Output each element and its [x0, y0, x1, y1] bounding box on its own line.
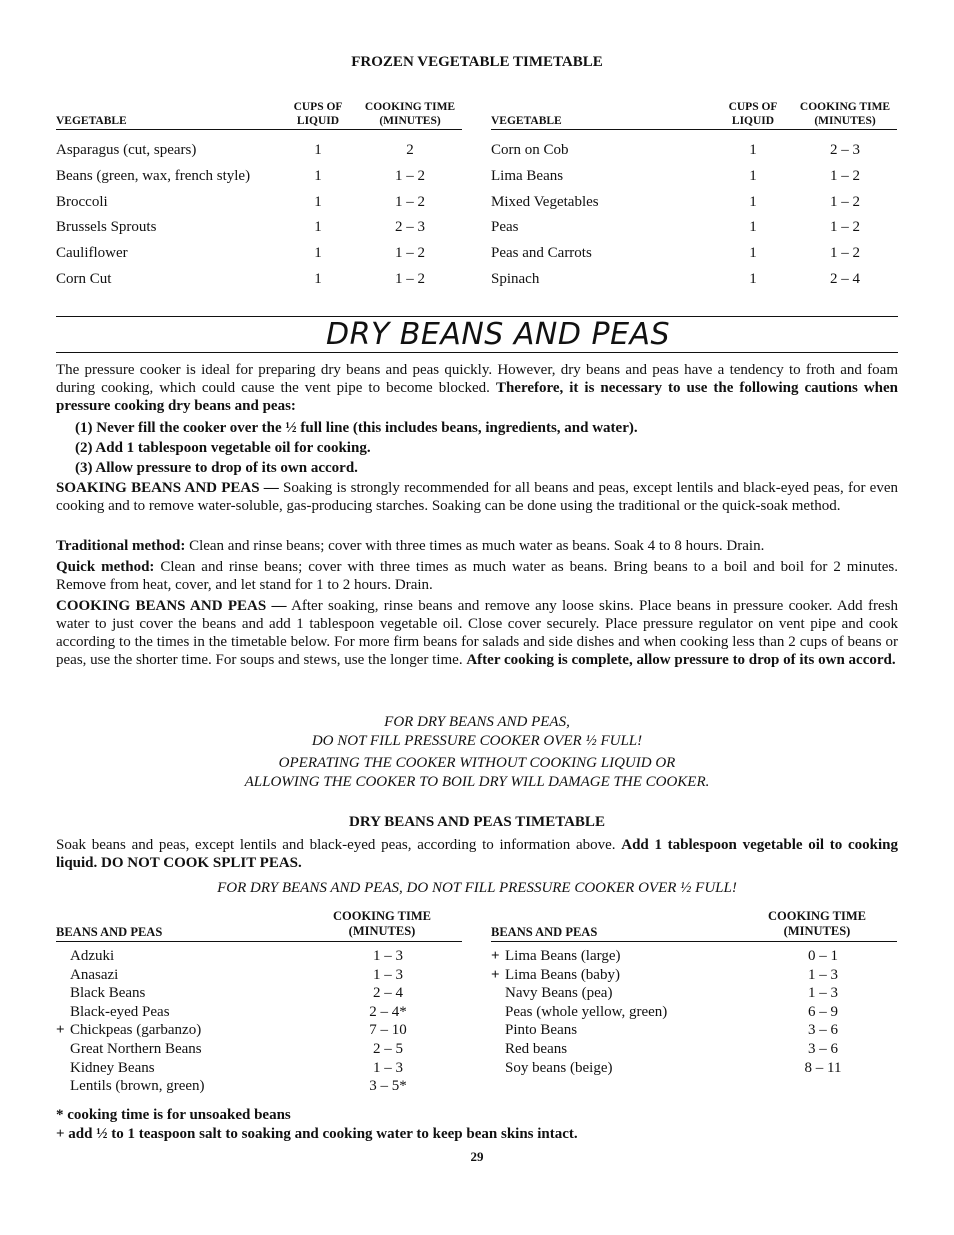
- page-number: 29: [470, 1149, 484, 1164]
- table-row: [56, 1077, 462, 1096]
- row-name: Broccoli: [56, 193, 108, 210]
- table-row: [56, 947, 462, 966]
- row-name: Soy beans (beige): [505, 1059, 613, 1076]
- table-row: [491, 270, 897, 296]
- row-name: Peas (whole yellow, green): [505, 1003, 668, 1020]
- table-row: [56, 270, 462, 296]
- row-name: Lima Beans (large): [505, 948, 621, 964]
- quick-text: Clean and rinse beans; cover with three times as much water as beans. Bring beans to a boil and boil for 2 minutes. Remove from heat, cover, and let stand for 1 to 2 hours. Drain.: [56, 559, 899, 593]
- frozen-left-rows: [56, 141, 462, 296]
- table-row: [56, 1059, 462, 1078]
- header-line: COOKING TIME: [767, 909, 867, 923]
- table-row: [56, 1021, 462, 1040]
- row-name: Brussels Sprouts: [56, 219, 157, 236]
- header-line: (MINUTES): [783, 924, 851, 938]
- row-name: Black-eyed Peas: [70, 1003, 170, 1020]
- table-row: [491, 984, 897, 1003]
- table-row: [491, 966, 897, 985]
- quick-lead: Quick method:: [56, 559, 155, 575]
- row-cups: 1: [314, 219, 322, 236]
- traditional-text: Clean and rinse beans; cover with three times as much water as beans. Soak 4 to 8 hours. Drain.: [189, 538, 765, 554]
- footnote-plus: + add ½ to 1 teaspoon salt to soaking and cooking water to keep bean skins intact.: [56, 1126, 578, 1142]
- table-row: [491, 1021, 897, 1040]
- warning-line: DO NOT FILL PRESSURE COOKER OVER ½ FULL!: [311, 733, 643, 749]
- frozen-right-header-time: [790, 100, 900, 128]
- row-name: Corn Cut: [56, 270, 112, 287]
- dry-warning: FOR DRY BEANS AND PEAS, DO NOT FILL PRESSURE COOKER OVER ½ FULL!: [217, 880, 737, 896]
- table-row: [56, 193, 462, 219]
- row-time: 1 – 2: [395, 167, 425, 184]
- row-time: 1 – 3: [373, 966, 403, 983]
- row-mark: +: [491, 948, 500, 964]
- row-time: 1 – 2: [395, 193, 425, 210]
- row-cups: 1: [749, 270, 757, 287]
- cooking-text: After soaking, rinse beans and remove any loose skins. Place beans in pressure cooker. Add fresh water to just cover the beans and add 1 tablespoon vegetable oil. Close cover securely. Place pressure regulator on vent pipe and cook according to the times in the timetable below. For more firm beans for salads and side dishes and when cooking less than 2 cups of beans or peas, use the shorter time. For soups and stews, use the longer time.: [56, 598, 898, 668]
- frozen-right-rows: [491, 141, 897, 296]
- row-time: 1 – 2: [395, 245, 425, 262]
- header-line: CUPS OF: [728, 101, 778, 113]
- row-mark: +: [56, 1022, 65, 1039]
- row-cups: 1: [749, 219, 757, 236]
- header-line: LIQUID: [731, 115, 775, 127]
- dry-left-rows: [56, 947, 462, 1096]
- dry-left-header-beans: BEANS AND PEAS: [56, 925, 163, 939]
- table-row: [56, 1040, 462, 1059]
- dry-right-rows: [491, 947, 897, 1077]
- frozen-left-header-rule: [56, 129, 462, 130]
- section-rule-bottom: [56, 352, 898, 353]
- dry-intro-paragraph: [56, 836, 898, 872]
- frozen-left-header-time: [355, 100, 465, 128]
- row-time: 1 – 2: [395, 270, 425, 287]
- row-time: 3 – 5*: [369, 1078, 407, 1095]
- row-time: 3 – 6: [808, 1022, 838, 1039]
- row-time: 2 – 4: [373, 985, 403, 1002]
- table-row: [491, 244, 897, 270]
- dry-intro-text: Soak beans and peas, except lentils and black-eyed peas, according to information above.: [56, 837, 616, 853]
- row-cups: 1: [314, 193, 322, 210]
- row-name: Great Northern Beans: [70, 1040, 202, 1057]
- header-line: (MINUTES): [379, 115, 441, 127]
- header-line: COOKING TIME: [364, 101, 456, 113]
- row-time: 8 – 11: [804, 1059, 842, 1076]
- header-line: COOKING TIME: [799, 101, 891, 113]
- row-time: 2 – 4: [830, 270, 860, 287]
- row-name: Lentils (brown, green): [70, 1078, 205, 1095]
- row-time: 0 – 1: [808, 948, 838, 964]
- section-title: DRY BEANS AND PEAS: [326, 317, 671, 352]
- row-time: 1 – 3: [373, 948, 403, 964]
- caution-item: (1) Never fill the cooker over the ½ full line (this includes beans, ingredients, and water).: [75, 420, 638, 436]
- footnote-star: * cooking time is for unsoaked beans: [56, 1107, 291, 1123]
- soaking-paragraph: [56, 479, 898, 515]
- row-name: Kidney Beans: [70, 1059, 155, 1076]
- table-row: [56, 167, 462, 193]
- row-cups: 1: [749, 142, 757, 158]
- row-time: 2 – 3: [395, 219, 425, 236]
- row-name: Navy Beans (pea): [505, 985, 613, 1002]
- table-row: [56, 1003, 462, 1022]
- table-row: [56, 966, 462, 985]
- row-cups: 1: [314, 245, 322, 262]
- cooking-bold: After cooking is complete, allow pressure to drop of its own accord.: [466, 652, 896, 668]
- dry-left-header-time: [312, 909, 452, 939]
- row-name: Adzuki: [70, 948, 115, 964]
- dry-timetable-title: DRY BEANS AND PEAS TIMETABLE: [349, 814, 605, 830]
- frozen-right-header-cups: [713, 100, 793, 128]
- table-row: [56, 218, 462, 244]
- frozen-right-header-vegetable: VEGETABLE: [491, 115, 562, 127]
- table-row: [491, 1003, 897, 1022]
- row-name: Chickpeas (garbanzo): [70, 1022, 202, 1039]
- cooking-paragraph: [56, 597, 898, 669]
- row-name: Pinto Beans: [505, 1022, 578, 1039]
- row-cups: 1: [749, 193, 757, 210]
- row-time: 6 – 9: [808, 1003, 838, 1020]
- table-row: [56, 244, 462, 270]
- row-cups: 1: [749, 167, 757, 184]
- soaking-text: Soaking is strongly recommended for all beans and peas, except lentils and black-eyed peas, for even cooking and to remove water-soluble, gas-producing starches. Soaking can be done using the traditional or the quick-soak method.: [56, 480, 898, 514]
- dry-right-header-beans: BEANS AND PEAS: [491, 925, 598, 939]
- row-time: 2 – 5: [373, 1040, 403, 1057]
- row-name: Anasazi: [70, 966, 119, 983]
- warning-line: FOR DRY BEANS AND PEAS,: [384, 714, 570, 730]
- soaking-lead: SOAKING BEANS AND PEAS —: [56, 480, 279, 496]
- cautions-list: [75, 418, 638, 478]
- row-name: Spinach: [491, 270, 540, 287]
- row-time: 1 – 2: [830, 245, 860, 262]
- table-row: [491, 167, 897, 193]
- frozen-left-header-cups: [278, 100, 358, 128]
- row-time: 2 – 4*: [369, 1003, 407, 1020]
- row-time: 2: [406, 142, 414, 158]
- row-name: Lima Beans: [491, 167, 564, 184]
- row-time: 1 – 2: [830, 193, 860, 210]
- row-cups: 1: [314, 167, 322, 184]
- row-time: 1 – 3: [808, 985, 838, 1002]
- caution-item: (2) Add 1 tablespoon vegetable oil for cooking.: [75, 440, 371, 456]
- row-name: Cauliflower: [56, 245, 128, 262]
- cooking-lead: COOKING BEANS AND PEAS —: [56, 598, 287, 614]
- table-row: [491, 193, 897, 219]
- intro-text: The pressure cooker is ideal for preparing dry beans and peas quickly. However, dry beans and peas have a tendency to froth and foam during cooking, which could cause the vent pipe to become blocked.: [56, 362, 898, 396]
- row-name: Corn on Cob: [491, 142, 569, 158]
- row-name: Beans (green, wax, french style): [56, 167, 251, 184]
- frozen-right-header-rule: [491, 129, 897, 130]
- row-name: Asparagus (cut, spears): [56, 142, 197, 158]
- intro-paragraph: [56, 361, 898, 415]
- warning-line: OPERATING THE COOKER WITHOUT COOKING LIQUID OR: [278, 755, 676, 771]
- dry-right-header-rule: [491, 941, 897, 942]
- warning-block-1: [0, 713, 954, 751]
- row-name: Peas and Carrots: [491, 245, 592, 262]
- row-name: Lima Beans (baby): [505, 966, 620, 983]
- intro-bold: Therefore, it is necessary to use the following cautions when pressure cooking dry beans and peas:: [56, 380, 899, 414]
- row-time: 7 – 10: [369, 1022, 407, 1039]
- row-name: Black Beans: [70, 985, 146, 1002]
- table-row: [56, 141, 462, 167]
- row-time: 2 – 3: [830, 142, 860, 158]
- table-row: [491, 1059, 897, 1078]
- header-line: (MINUTES): [348, 924, 416, 938]
- header-line: COOKING TIME: [332, 909, 432, 923]
- header-line: CUPS OF: [293, 101, 343, 113]
- row-cups: 1: [749, 245, 757, 262]
- warning-block-2: [0, 754, 954, 792]
- table-row: [491, 947, 897, 966]
- frozen-left-header-vegetable: VEGETABLE: [56, 115, 127, 127]
- header-line: (MINUTES): [814, 115, 876, 127]
- dry-right-header-time: [747, 909, 887, 939]
- row-name: Red beans: [505, 1040, 568, 1057]
- warning-line: ALLOWING THE COOKER TO BOIL DRY WILL DAMAGE THE COOKER.: [244, 774, 710, 790]
- frozen-timetable-title: FROZEN VEGETABLE TIMETABLE: [351, 54, 603, 70]
- dry-left-header-rule: [56, 941, 462, 942]
- quick-paragraph: [56, 558, 898, 594]
- header-line: LIQUID: [296, 115, 340, 127]
- row-cups: 1: [314, 270, 322, 287]
- row-mark: +: [491, 966, 500, 983]
- row-time: 1 – 3: [808, 966, 838, 983]
- table-row: [491, 141, 897, 167]
- row-time: 1 – 2: [830, 167, 860, 184]
- caution-item: (3) Allow pressure to drop of its own accord.: [75, 460, 358, 476]
- table-row: [491, 218, 897, 244]
- traditional-lead: Traditional method:: [56, 538, 186, 554]
- table-row: [491, 1040, 897, 1059]
- row-name: Mixed Vegetables: [491, 193, 599, 210]
- row-name: Peas: [491, 219, 519, 236]
- traditional-paragraph: [56, 537, 898, 555]
- dry-intro-bold: Add 1 tablespoon vegetable oil to cooking liquid. DO NOT COOK SPLIT PEAS.: [56, 837, 899, 871]
- row-time: 3 – 6: [808, 1040, 838, 1057]
- row-time: 1 – 3: [373, 1059, 403, 1076]
- table-row: [56, 984, 462, 1003]
- row-time: 1 – 2: [830, 219, 860, 236]
- row-cups: 1: [314, 142, 322, 158]
